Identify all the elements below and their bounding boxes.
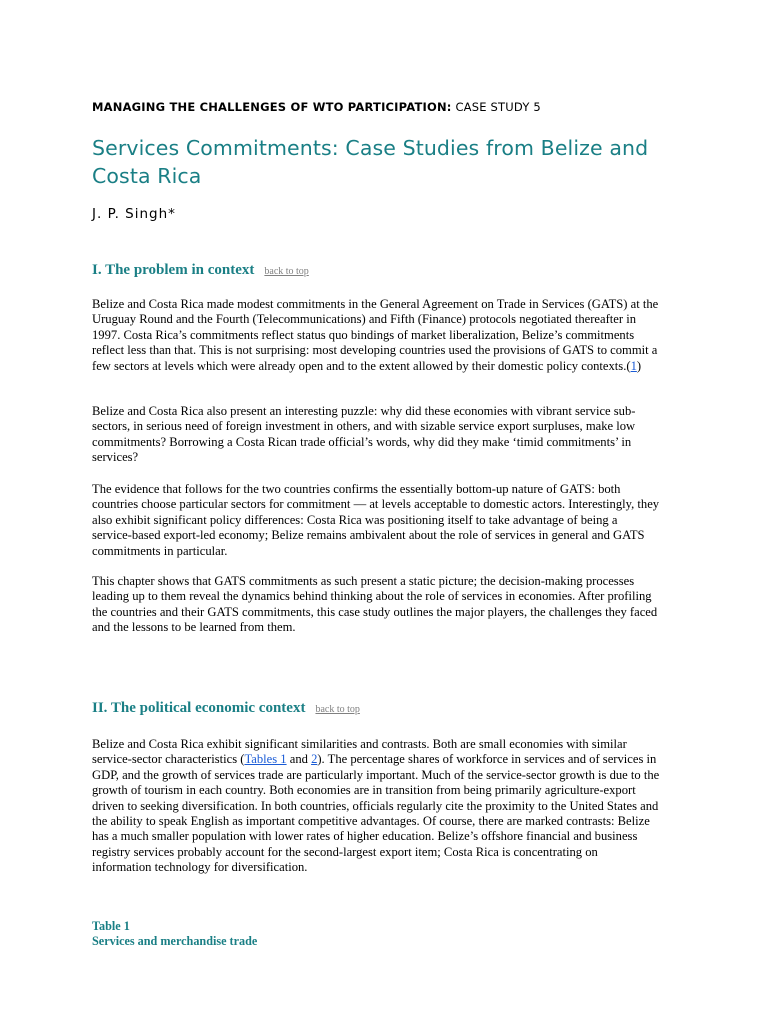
table-label: Table 1 [92,919,130,933]
table-title: Services and merchandise trade [92,934,258,948]
paragraph: The evidence that follows for the two countries confirms the essentially bottom-up nature of GATS: both countries choose particular sectors for commitment — at levels acceptable to domestic actors. Interestingly, they also exhibit significant policy differences: Costa Rica was positioning itself to take advantage of being a service-based export-led economy; Belize remains ambivalent about the role of services in general and GATS commitments in particular. [92,482,660,558]
paragraph-text: Belize and Costa Rica exhibit significant similarities and contrasts. Both are small economies with similar service-sector characteristics ( [92,737,627,767]
paragraph-text: Belize and Costa Rica made modest commitments in the General Agreement on Trade in Services (GATS) at the Uruguay Round and the Fourth (Telecommunications) and Fifth (Finance) protocols negotiated thereafter in 1997. Costa Rica’s commitments reflect status quo bindings of market liberalization, Belize’s commitments reflect less than that. This is not surprising: most developing countries used the provisions of GATS to commit a few sectors at levels which were already open and to the extent allowed by their domestic policy contexts.( [92,297,659,373]
back-to-top-link[interactable]: back to top [315,704,360,715]
paragraph [92,297,660,374]
series-kicker [92,100,541,114]
section-heading-text: II. The political economic context [92,700,306,716]
table-2-link[interactable]: 2 [311,752,318,767]
paragraph-text: and [286,752,312,767]
paragraph-text: ) [636,358,642,373]
section-heading-political-economic-context [92,700,360,717]
section-heading-text: I. The problem in context [92,262,255,278]
paragraph: This chapter shows that GATS commitments as such present a static picture; the decision-making processes leading up to them reveal the dynamics behind thinking about the role of services in economies. After profiling the countries and their GATS commitments, this case study outlines the major players, the challenges they faced and the lessons to be learned from them. [92,574,658,635]
table-caption [92,919,257,949]
paragraph: Belize and Costa Rica also present an interesting puzzle: why did these economies with vibrant service sub-sectors, in serious need of foreign investment in others, and with sizable service export surpluses, make low commitments? Borrowing a Costa Rican trade official’s words, why did they make ‘timid commitments’ in services? [92,404,636,465]
section-heading-problem-in-context [92,262,309,279]
back-to-top-link[interactable]: back to top [264,266,309,277]
tables-link[interactable]: Tables 1 [244,752,287,767]
paragraph-text: ). The percentage shares of workforce in services and of services in GDP, and the growth of services trade are particularly important. Much of the service-sector growth is due to the growth of tourism in each country. Both economies are in transition from being primarily agriculture-export driven to seeking diversification. In both countries, officials regularly cite the proximity to the United States and the ability to speak English as important competitive advantages. Of course, there are marked contrasts: Belize has a much smaller population with lower rates of higher education. Belize’s offshore financial and business registry services probably account for the second-largest export item; Costa Rica is concentrating on information technology for diversification. [92,752,660,875]
series-title: MANAGING THE CHALLENGES OF WTO PARTICIPATION: [92,100,452,114]
case-study-number: CASE STUDY 5 [455,100,541,114]
footnote-link[interactable]: 1 [630,358,637,373]
paragraph [92,737,660,876]
author-name: J. P. Singh* [92,206,176,222]
page-title: Services Commitments: Case Studies from Belize and Costa Rica [92,136,649,188]
